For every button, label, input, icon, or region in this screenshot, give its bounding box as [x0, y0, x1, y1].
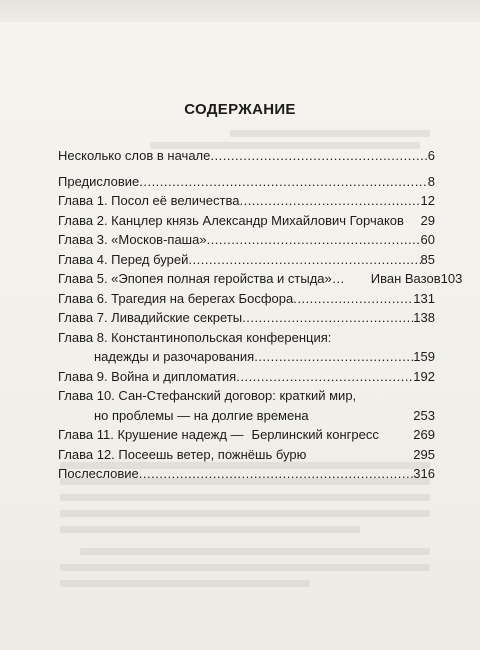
- toc-entry[interactable]: [58, 328, 435, 348]
- dot-leader: [293, 289, 413, 309]
- toc-entry-page: 12: [420, 193, 435, 208]
- toc-entry-label: Глава 3. «Москов-паша»: [58, 232, 207, 247]
- toc-entry-author: Иван Вазов: [370, 271, 441, 286]
- toc-entry-label: Глава 1. Посол её величества: [58, 193, 240, 208]
- toc-entry-label: Глава 12. Посеешь ветер, пожнёшь бурю: [58, 446, 307, 462]
- toc-entry-page: 103: [440, 271, 463, 286]
- toc-entry-label: Послесловие: [58, 466, 139, 481]
- toc-entry-page: 316: [413, 466, 435, 481]
- toc-entry-page: 269: [413, 427, 435, 442]
- contents-heading: СОДЕРЖАНИЕ: [184, 101, 296, 118]
- show-through-line: [80, 548, 430, 555]
- toc-entry-label: Глава 8. Константинопольская конференция:: [58, 329, 332, 345]
- show-through-line: [60, 510, 430, 517]
- toc-entry-label: Глава 6. Трагедия на берегах Босфора: [58, 290, 294, 306]
- toc-entry-page: 6: [427, 148, 435, 163]
- toc-entry-continuation[interactable]: [58, 347, 435, 367]
- toc-entry[interactable]: [58, 146, 435, 166]
- toc-entry-label: Глава 11. Крушение надежд —: [58, 427, 244, 442]
- toc-entry-continuation[interactable]: [58, 406, 435, 426]
- toc-entry[interactable]: [58, 386, 435, 406]
- toc-entry[interactable]: [58, 445, 435, 465]
- toc-entry[interactable]: [58, 230, 435, 250]
- toc-entry-label: Предисловие: [58, 173, 140, 189]
- toc-entry-page: 29: [420, 212, 435, 228]
- toc-entry-label: Глава 5. «Эпопея полная геройства и стыда»…: [58, 271, 345, 286]
- show-through-line: [60, 564, 430, 571]
- show-through-line: [60, 494, 430, 501]
- toc-entry-label: Глава 9. Война и дипломатия: [58, 368, 237, 384]
- toc-entry[interactable]: [58, 269, 463, 289]
- toc-entry-page: 295: [413, 446, 435, 462]
- toc-entry-label: Глава 4. Перед бурей: [58, 251, 189, 267]
- toc-entry-page: 60: [420, 232, 435, 247]
- toc-entry[interactable]: [58, 191, 435, 211]
- show-through-line: [230, 130, 430, 137]
- dot-leader: [188, 250, 420, 270]
- toc-entry[interactable]: [58, 211, 435, 231]
- dot-leader: [139, 464, 414, 484]
- table-of-contents: [58, 146, 463, 484]
- toc-entry-page: 138: [413, 310, 435, 325]
- toc-entry-page: 192: [413, 368, 435, 384]
- toc-entry[interactable]: [58, 308, 435, 328]
- dot-leader: [210, 146, 427, 166]
- toc-entry[interactable]: [58, 425, 435, 445]
- toc-entry-label: Глава 10. Сан-Стефанский договор: краткий мир,: [58, 388, 357, 403]
- toc-entry-page: 159: [413, 349, 435, 364]
- show-through-line: [60, 580, 310, 587]
- dot-leader: [236, 367, 413, 387]
- dot-leader: [242, 308, 413, 328]
- toc-entry-label: Несколько слов в начале: [58, 148, 211, 163]
- toc-entry[interactable]: [58, 172, 435, 192]
- toc-entry-page: 8: [427, 173, 435, 189]
- toc-entry-label: но проблемы — на долгие времена: [94, 407, 309, 423]
- dot-leader: [139, 172, 428, 192]
- dot-leader: [207, 230, 421, 250]
- toc-entry[interactable]: [58, 464, 435, 484]
- dot-leader: [239, 191, 420, 211]
- toc-entry-label: надежды и разочарования: [94, 349, 255, 364]
- toc-entry-subtitle: Берлинский конгресс: [251, 427, 379, 442]
- toc-entry-page: 85: [420, 251, 435, 267]
- toc-entry-label: Глава 7. Ливадийские секреты: [58, 310, 243, 325]
- show-through-line: [60, 526, 360, 533]
- toc-entry-page: 253: [413, 407, 435, 423]
- toc-entry-page: 131: [413, 290, 435, 306]
- dot-leader: [254, 347, 413, 367]
- page-top-edge: [0, 0, 480, 22]
- toc-entry[interactable]: [58, 250, 435, 270]
- toc-entry-label: Глава 2. Канцлер князь Александр Михайлович Горчаков: [58, 212, 404, 228]
- toc-entry[interactable]: [58, 289, 435, 309]
- toc-entry[interactable]: [58, 367, 435, 387]
